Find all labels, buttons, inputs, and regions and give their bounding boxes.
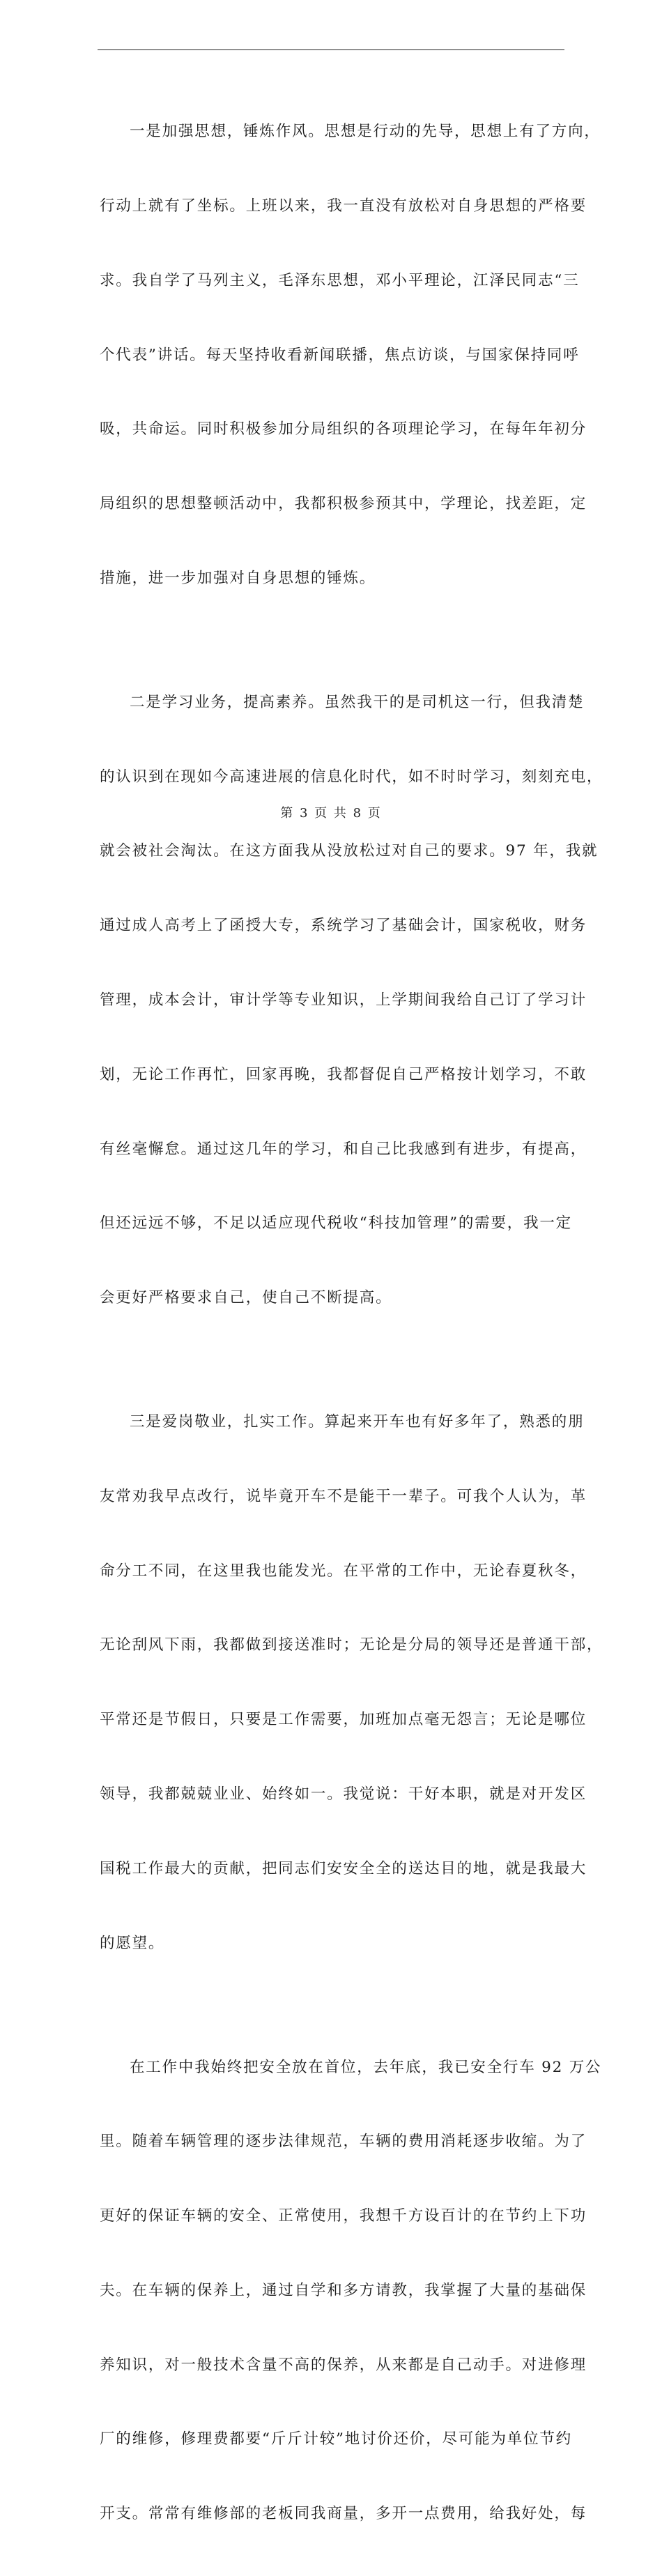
text-line: 三是爱岗敬业，扎实工作。算起来开车也有好多年了，熟悉的朋 [130,1413,585,1431]
document-body [100,70,603,2576]
text-line: 会更好严格要求自己，使自己不断提高。 [100,1289,392,1307]
text-line: 命分工不同，在这里我也能发光。在平常的工作中，无论春夏秋冬， [100,1562,587,1580]
text-line: 领导，我都兢兢业业、始终如一。我觉说：干好本职，就是对开发区 [100,1785,587,1803]
text-line: 开支。常常有维修部的老板同我商量，多开一点费用，给我好处，每 [100,2505,587,2523]
text-line: 的认识到在现如今高速进展的信息化时代，如不时时学习，刻刻充电， [100,768,603,786]
text-line: 求。我自学了马列主义，毛泽东思想，邓小平理论，江泽民同志“三 [100,271,580,289]
text-line: 二是学习业务，提高素养。虽然我干的是司机这一行，但我清楚 [130,693,585,711]
text-line: 平常还是节假日，只要是工作需要，加班加点毫无怨言；无论是哪位 [100,1711,587,1729]
text-line: 通过成人高考上了函授大专，系统学习了基础会计，国家税收，财务 [100,917,587,935]
text-line: 在工作中我始终把安全放在首位，去年底，我已安全行车 92 万公 [130,2058,602,2076]
page-number-footer: 第 3 页 共 8 页 [280,806,382,821]
header-rule [98,49,564,50]
text-line: 措施，进一步加强对自身思想的锤炼。 [100,569,376,587]
text-line: 无论刮风下雨，我都做到接送准时；无论是分局的领导还是普通干部， [100,1636,603,1654]
text-line: 厂的维修，修理费都要“斤斤计较”地讨价还价，尽可能为单位节约 [100,2430,572,2448]
text-line: 友常劝我早点改行，说毕竟开车不是能干一辈子。可我个人认为，革 [100,1487,587,1505]
text-line: 就会被社会淘汰。在这方面我从没放松过对自己的要求。97 年，我就 [100,842,599,860]
paragraph-3 [100,1360,603,2005]
text-line: 局组织的思想整顿活动中，我都积极参预其中，学理论，找差距，定 [100,495,587,513]
paragraph-2 [100,641,603,1360]
text-line: 划，无论工作再忙，回家再晚，我都督促自己严格按计划学习，不敢 [100,1065,587,1083]
text-line: 养知识，对一般技术含量不高的保养，从来都是自己动手。对进修理 [100,2356,587,2374]
text-line: 夫。在车辆的保养上，通过自学和多方请教，我掌握了大量的基础保 [100,2281,587,2299]
text-line: 的愿望。 [100,1934,165,1952]
text-line: 国税工作最大的贡献，把同志们安安全全的送达目的地，就是我最大 [100,1859,587,1877]
paragraph-1 [100,70,601,641]
text-line: 里。随着车辆管理的逐步法律规范，车辆的费用消耗逐步收缩。为了 [100,2133,587,2151]
text-line: 行动上就有了坐标。上班以来，我一直没有放松对自身思想的严格要 [100,197,587,215]
text-line: 一是加强思想，锤炼作风。思想是行动的先导，思想上有了方向， [130,123,601,141]
text-line: 更好的保证车辆的安全、正常使用，我想千方设百计的在节约上下功 [100,2207,587,2225]
paragraph-4 [100,2005,602,2576]
text-line: 管理，成本会计，审计学等专业知识，上学期间我给自己订了学习计 [100,991,587,1009]
text-line: 吸，共命运。同时积极参加分局组织的各项理论学习，在每年年初分 [100,420,587,439]
text-line: 但还远远不够，不足以适应现代税收“科技加管理”的需要，我一定 [100,1214,572,1233]
text-line: 有丝毫懈怠。通过这几年的学习，和自己比我感到有进步，有提高， [100,1140,587,1158]
text-line: 个代表”讲话。每天坚持收看新闻联播，焦点访谈，与国家保持同呼 [100,346,580,364]
